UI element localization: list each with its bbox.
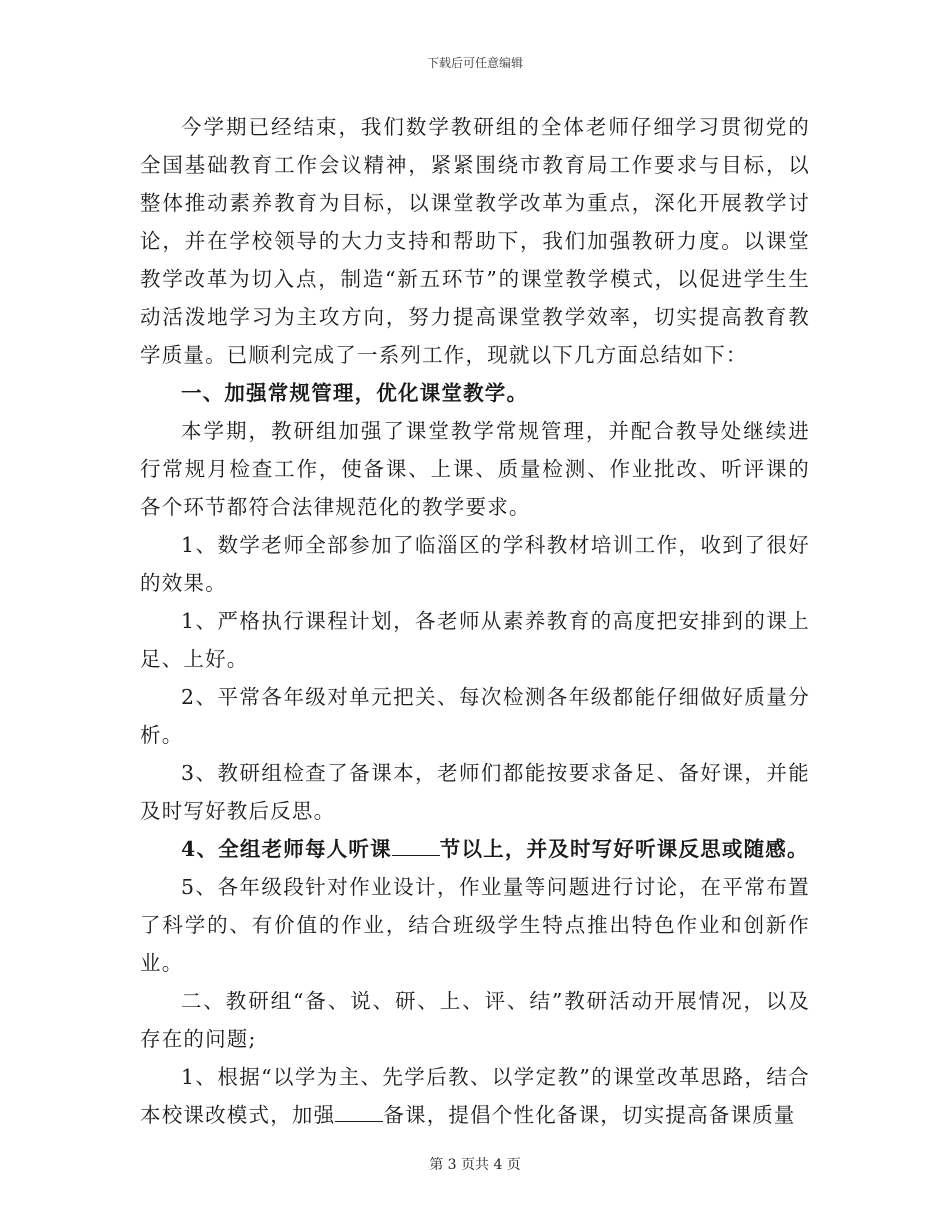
observation-text-before: 4、全组老师每人听课: [181, 837, 392, 861]
fill-blank: [392, 833, 440, 856]
section-heading-1: 一、加强常规管理，优化课堂教学。: [181, 381, 529, 405]
list-item-training: 1、数学老师全部参加了临淄区的学科教材培训工作，收到了很好的效果。: [140, 533, 810, 595]
list-item-reform: [140, 1058, 810, 1134]
list-item-observation: [140, 830, 810, 868]
intro-paragraph: 今学期已经结束，我们数学教研组的全体老师仔细学习贯彻党的全国基础教育工作会议精神，紧紧围绕市教育局工作要求与目标，以整体推动素养教育为目标，以课堂教学改革为重点，深化开展教学讨论，并在学校领导的大力支持和帮助下，我们加强教研力度。以课堂教学改革为切入点，制造“新五环节”的课堂教学模式，以促进学生生动活泼地学习为主攻方向，努力提高课堂教学效率，切实提高教育教学质量。已顺利完成了一系列工作，现就以下几方面总结如下：: [140, 115, 810, 367]
list-item-lesson-plans: 3、教研组检查了备课本，老师们都能按要求备足、备好课，并能及时写好教后反思。: [140, 761, 810, 823]
reform-text-after: 备课，提倡个性化备课，切实提高备课质量: [383, 1103, 796, 1127]
page-footer: 第 3 页共 4 页: [429, 1157, 521, 1173]
section-heading-2: 二、教研组“备、说、研、上、评、结”教研活动开展情况，以及存在的问题;: [140, 989, 810, 1051]
list-item-curriculum: 1、严格执行课程计划，各老师从素养教育的高度把安排到的课上足、上好。: [140, 609, 810, 671]
observation-text-after: 节以上，并及时写好听课反思或随感。: [439, 837, 809, 861]
fill-blank: [335, 1099, 383, 1122]
reform-text-before: 1、根据“以学为主、先学后教、以学定教”的课堂改革思路，结合本校课改模式，加强: [140, 1065, 810, 1127]
header-note: 下载后可任意编辑: [426, 56, 523, 70]
document-body: [140, 108, 810, 1134]
list-item-quality-analysis: 2、平常各年级对单元把关、每次检测各年级都能仔细做好质量分析。: [140, 685, 810, 747]
list-item-homework: 5、各年级段针对作业设计，作业量等问题进行讨论，在平常布置了科学的、有价值的作业，结合班级学生特点推出特色作业和创新作业。: [140, 875, 810, 975]
paragraph-routine-management: 本学期，教研组加强了课堂教学常规管理，并配合教导处继续进行常规月检查工作，使备课、上课、质量检测、作业批改、听评课的各个环节都符合法律规范化的教学要求。: [140, 419, 810, 519]
